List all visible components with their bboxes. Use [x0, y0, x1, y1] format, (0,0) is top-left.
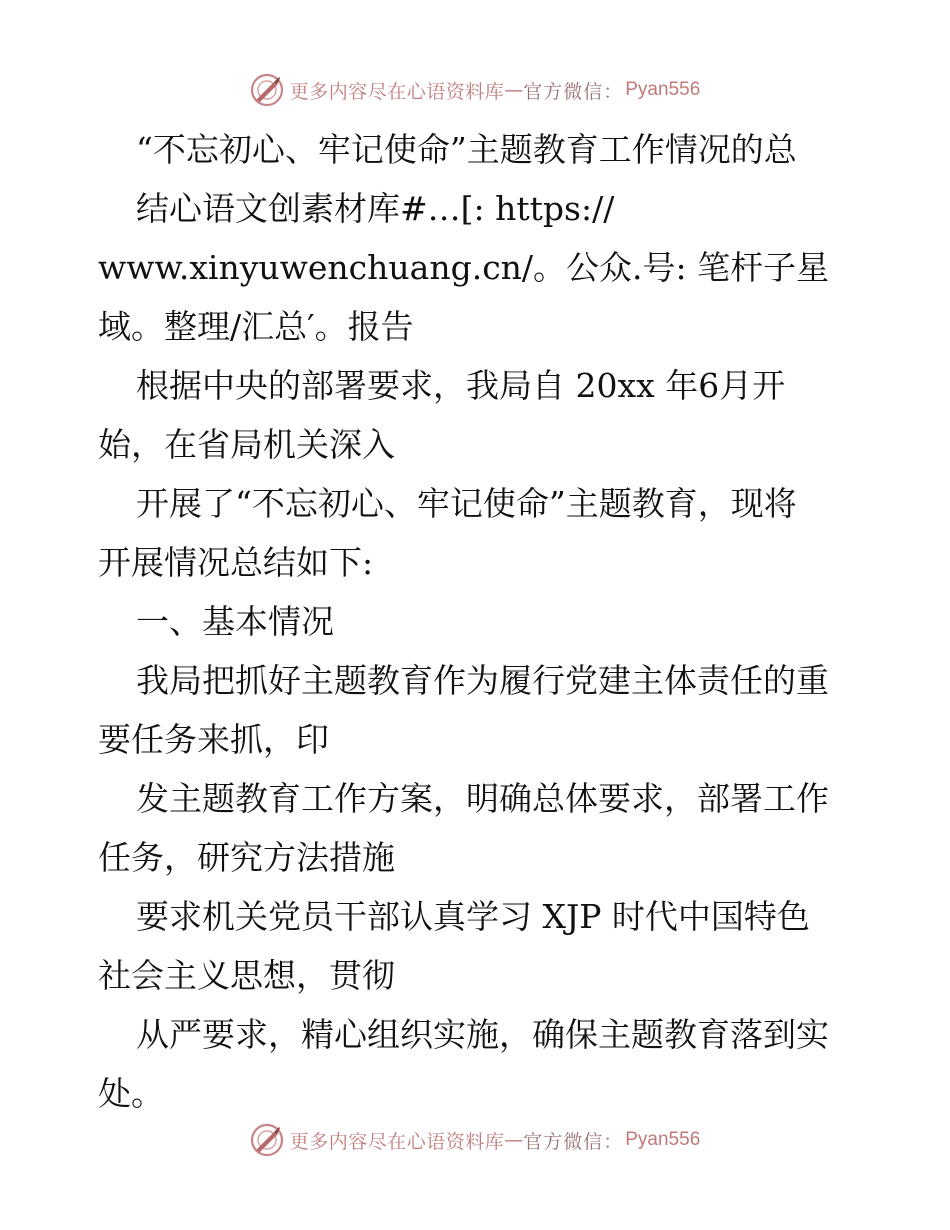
banner-main-text: 更多内容尽在心语资料库	[289, 80, 505, 103]
banner-wechat-id: Pyan556	[625, 1129, 701, 1150]
text-line: 社会主义思想，贯彻	[98, 956, 395, 995]
brush-logo-icon	[250, 73, 284, 107]
text-line: 域。整理/汇总′。报告	[98, 307, 414, 346]
banner-wechat-label: 官方微信：	[523, 1130, 624, 1153]
text-line: 从严要求，精心组织实施，确保主题教育落到实	[136, 1015, 829, 1054]
text-line: “不忘初心、牢记使命”主题教育工作情况的总	[136, 130, 797, 169]
header-watermark	[0, 70, 950, 110]
banner-wechat-id: Pyan556	[625, 79, 701, 100]
brush-logo-icon	[250, 1123, 284, 1157]
text-line: 开展情况总结如下:	[98, 543, 374, 582]
text-line: 发主题教育工作方案，明确总体要求，部署工作	[136, 779, 829, 818]
text-line: www.xinyuwenchuang.cn/。公众.号: 笔杆子星	[98, 248, 830, 287]
text-line: 根据中央的部署要求，我局自 20xx 年6月开	[136, 366, 786, 405]
text-line: 始，在省局机关深入	[98, 425, 395, 464]
banner-dash: —	[504, 1129, 524, 1151]
text-line: 要求机关党员干部认真学习 XJP 时代中国特色	[136, 897, 810, 936]
text-line: 任务，研究方法措施	[98, 838, 395, 877]
text-line: 要任务来抓，印	[98, 720, 329, 759]
text-line: 我局把抓好主题教育作为履行党建主体责任的重	[136, 661, 829, 700]
document-body	[98, 120, 858, 1123]
text-line: 结心语文创素材库#…[: https://	[136, 189, 615, 228]
banner-main-text: 更多内容尽在心语资料库	[289, 1130, 505, 1153]
footer-watermark	[0, 1120, 950, 1160]
text-line: 处。	[98, 1074, 164, 1113]
banner-dash: —	[504, 79, 524, 101]
text-line: 开展了“不忘初心、牢记使命”主题教育，现将	[136, 484, 797, 523]
text-line: 一、基本情况	[136, 602, 334, 641]
banner-wechat-label: 官方微信：	[523, 80, 624, 103]
